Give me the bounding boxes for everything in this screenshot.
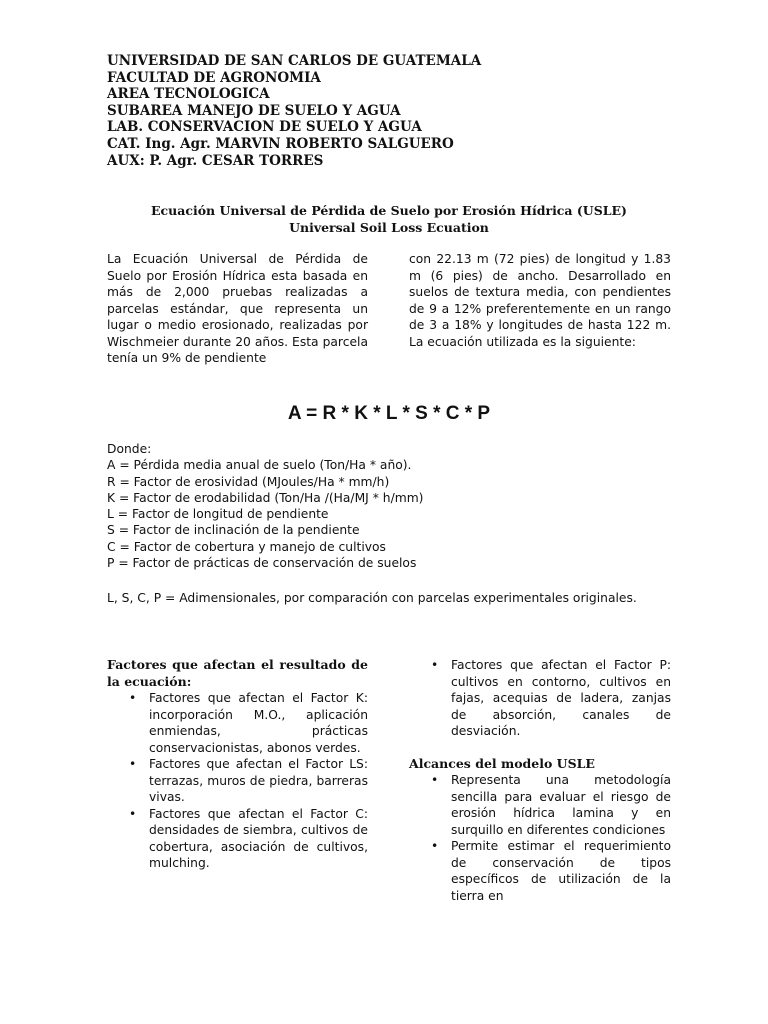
header-line: UNIVERSIDAD DE SAN CARLOS DE GUATEMALA	[107, 53, 482, 69]
factors-list	[107, 690, 368, 872]
intro-paragraph-right: con 22.13 m (72 pies) de longitud y 1.83 m (6 pies) de ancho. Desarrollado en suelos de textura media, con pendientes de 9 a 12% preferentemente en un rango de 3 a 18% y longitudes de hasta 122 m. La ecuación utilizada es la siguiente:	[409, 252, 671, 349]
definitions-list	[107, 441, 671, 571]
list-item	[107, 690, 368, 756]
definition-item: C = Factor de cobertura y manejo de cultivos	[107, 539, 386, 554]
header-line: SUBAREA MANEJO DE SUELO Y AGUA	[107, 102, 401, 119]
definition-item: K = Factor de erodabilidad (Ton/Ha /(Ha/MJ * h/mm)	[107, 490, 424, 505]
list-item	[409, 657, 671, 740]
factors-section	[107, 657, 368, 872]
intro-paragraph-left: La Ecuación Universal de Pérdida de Suelo por Erosión Hídrica esta basada en más de 2,000 pruebas realizadas a parcelas estándar, que representa un lugar o medio erosionado, realizadas por Wischmeier durante 20 años. Esta parcela tenía un 9% de pendiente	[107, 252, 368, 365]
header-line: LAB. CONSERVACION DE SUELO Y AGUA	[107, 119, 422, 136]
bullet-icon: •	[431, 658, 439, 672]
header-line: AREA TECNOLOGICA	[107, 86, 270, 103]
right-column-lower	[409, 657, 671, 904]
definition-item: A = Pérdida media anual de suelo (Ton/Ha * año).	[107, 458, 412, 473]
alcances-heading: Alcances del modelo USLE	[409, 755, 595, 771]
alcances-list	[409, 772, 671, 904]
adimensional-note: L, S, C, P = Adimensionales, por comparación con parcelas experimentales originales.	[107, 591, 637, 605]
bullet-icon: •	[129, 757, 137, 771]
list-item-text: Permite estimar el requerimiento de conservación de tipos específicos de utilización de la tierra en	[451, 839, 671, 903]
list-item	[409, 838, 671, 904]
bullet-icon: •	[129, 691, 137, 705]
header-line: AUX: P. Agr. CESAR TORRES	[107, 152, 324, 169]
bullet-icon: •	[431, 773, 439, 787]
definition-item: R = Factor de erosividad (MJoules/Ha * mm/h)	[107, 474, 390, 489]
list-item-text: Factores que afectan el Factor LS: terrazas, muros de piedra, barreras vivas.	[149, 757, 368, 804]
factors-list-continued	[409, 657, 671, 740]
list-item-text: Factores que afectan el Factor P: cultivos en contorno, cultivos en fajas, acequias de ladera, zanjas de absorción, canales de desviación.	[451, 658, 671, 738]
list-item	[107, 806, 368, 872]
bullet-icon: •	[129, 806, 137, 821]
header-line: CAT. Ing. Agr. MARVIN ROBERTO SALGUERO	[107, 135, 454, 152]
list-item-text: Factores que afectan el Factor K: incorporación M.O., aplicación enmiendas, prácticas conservacionistas, abonos verdes.	[149, 691, 368, 755]
usle-formula: A = R * K * L * S * C * P	[287, 403, 491, 424]
list-item	[107, 756, 368, 806]
header-line: FACULTAD DE AGRONOMIA	[107, 69, 321, 86]
definition-item: S = Factor de inclinación de la pendiente	[107, 523, 360, 538]
definition-item: P = Factor de prácticas de conservación de suelos	[107, 556, 417, 571]
title-line-1: Ecuación Universal de Pérdida de Suelo por Erosión Hídrica (USLE)	[151, 203, 627, 218]
definition-item: L = Factor de longitud de pendiente	[107, 507, 329, 522]
factors-heading: Factores que afectan el resultado de la ecuación:	[107, 657, 368, 689]
list-item-text: Representa una metodología sencilla para evaluar el riesgo de erosión hídrica lamina y en surquillo en diferentes condiciones	[451, 773, 671, 837]
document-title	[107, 203, 671, 236]
institution-header	[107, 53, 707, 169]
title-line-2: Universal Soil Loss Ecuation	[289, 219, 489, 235]
definitions-intro: Donde:	[107, 442, 152, 456]
list-item	[409, 772, 671, 838]
bullet-icon: •	[431, 839, 439, 853]
list-item-text: Factores que afectan el Factor C: densidades de siembra, cultivos de cobertura, asociación de cultivos, mulching.	[149, 806, 368, 870]
